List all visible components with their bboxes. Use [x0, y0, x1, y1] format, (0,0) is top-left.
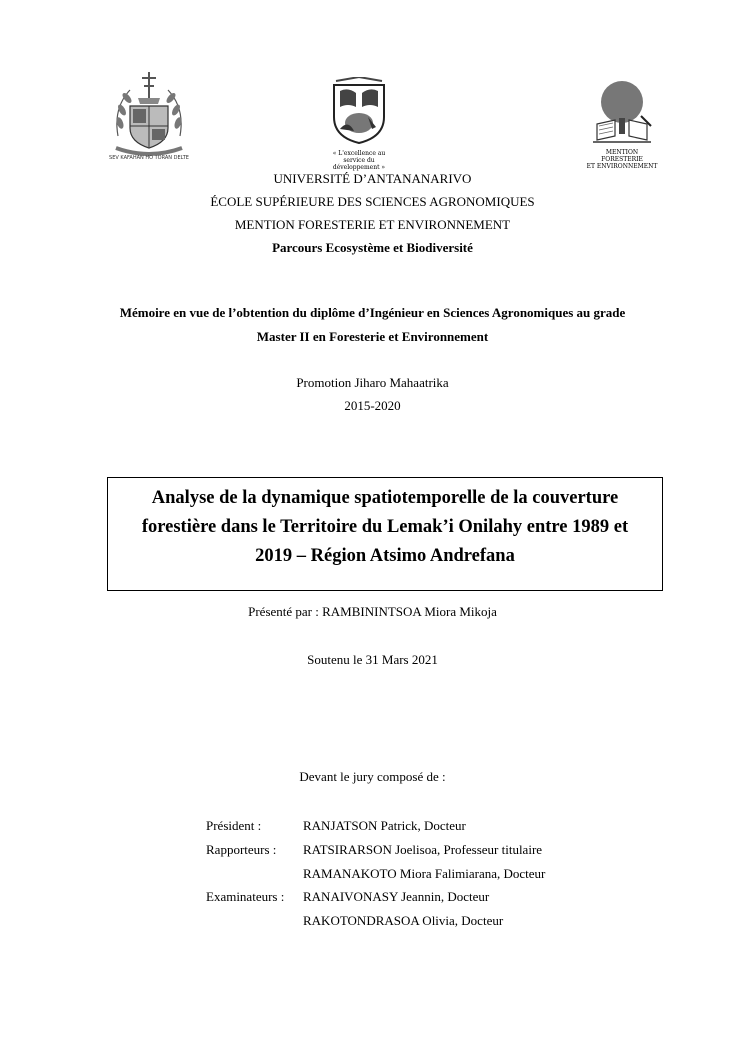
mention-foresterie-logo	[585, 80, 659, 172]
university-crest-logo	[108, 68, 190, 164]
thesis-title-box	[107, 477, 663, 591]
president-name: RANJATSON Patrick, Docteur	[303, 818, 466, 833]
memoire-line2: Master II en Foresterie et Environnement	[256, 329, 489, 344]
jury-heading: Devant le jury composé de :	[299, 769, 446, 784]
examinateur-1: RANAIVONASY Jeannin, Docteur	[303, 889, 490, 904]
memoire-line1: Mémoire en vue de l’obtention du diplôme d’Ingénieur en Sciences Agronomiques au grade	[119, 305, 626, 320]
essa-caption-line1: « L'excellence au service du	[332, 150, 386, 164]
mention-caption-line2: ET ENVIRONNEMENT	[586, 163, 658, 170]
examinateurs-label: Examinateurs :	[206, 889, 285, 904]
parcours-name: Parcours Ecosystème et Biodiversité	[272, 240, 473, 255]
thesis-title	[108, 484, 662, 571]
presented-by: Présenté par : RAMBININTSOA Miora Mikoja	[248, 604, 497, 619]
rapporteurs-label: Rapporteurs :	[206, 842, 277, 857]
promotion-years: 2015-2020	[344, 398, 401, 413]
mention-name: MENTION FORESTERIE ET ENVIRONNEMENT	[234, 217, 511, 232]
essa-caption-line2: développement »	[332, 164, 386, 171]
essa-logo	[328, 77, 390, 171]
crest-banner-text: SEV KAFAHAN HO TORAN DELTE	[109, 155, 189, 161]
title-line2: forestière dans le Territoire du Lemak’i Onilahy entre 1989 et	[141, 517, 629, 537]
defense-date: Soutenu le 31 Mars 2021	[307, 652, 438, 667]
university-name: UNIVERSITÉ D’ANTANANARIVO	[273, 171, 472, 186]
school-name: ÉCOLE SUPÉRIEURE DES SCIENCES AGRONOMIQUES	[210, 194, 535, 209]
title-line1: Analyse de la dynamique spatiotemporelle de la couverture	[151, 488, 619, 508]
promotion-name: Promotion Jiharo Mahaatrika	[296, 375, 449, 390]
rapporteur-1: RATSIRARSON Joelisoa, Professeur titulaire	[303, 842, 543, 857]
president-label: Président :	[206, 818, 262, 833]
rapporteur-2: RAMANAKOTO Miora Falimiarana, Docteur	[303, 866, 546, 881]
title-line3: 2019 – Région Atsimo Andrefana	[255, 546, 515, 566]
mention-caption-line1: MENTION FORESTERIE	[601, 149, 643, 163]
examinateur-2: RAKOTONDRASOA Olivia, Docteur	[303, 913, 504, 928]
